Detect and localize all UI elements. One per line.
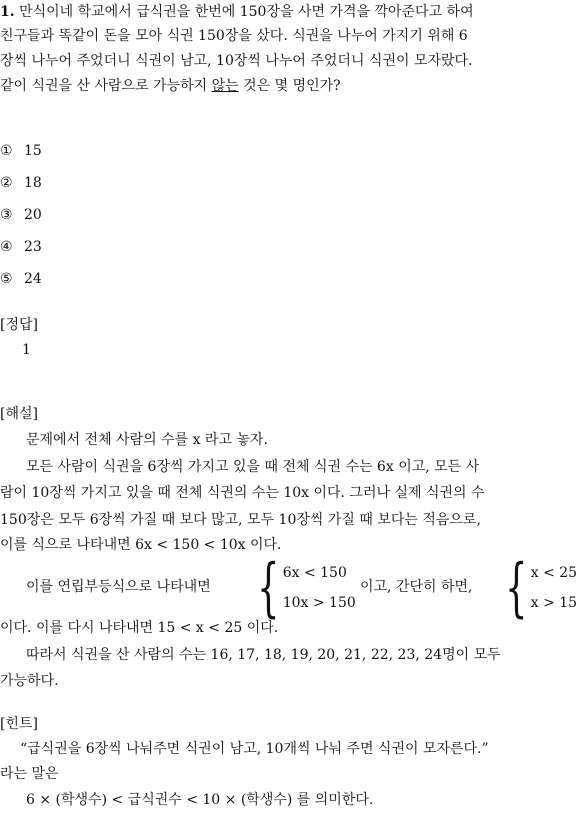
hint-line-2: 라는 말은: [0, 766, 59, 782]
explanation-line-2: 모든 사람이 식권을 6장씩 가지고 있을 때 전체 식권 수는 6x 이고, 모든 사: [26, 459, 480, 475]
choice-3[interactable]: [0, 202, 42, 228]
explanation-line-3: 람이 10장씩 가지고 있을 때 전체 식권의 수는 10x 이다. 그러나 실제 식권의 수: [0, 485, 485, 501]
choice-1[interactable]: [0, 138, 42, 164]
hint-label: [힌트]: [0, 716, 38, 732]
system-mid-text: 이고, 간단히 하면,: [360, 579, 473, 595]
explanation-line-7: 따라서 식권을 산 사람의 수는 16, 17, 18, 19, 20, 21, 22, 23, 24명이 모두: [26, 647, 501, 663]
problem-line-2: 친구들과 똑같이 돈을 모아 식권 150장을 샀다. 식권을 나누어 가지기 위해 6: [0, 28, 468, 44]
hint-line-3: 6 × (학생수) < 급식권수 < 10 × (학생수) 를 의미한다.: [26, 792, 374, 808]
choice-value: 18: [24, 175, 42, 191]
choice-value: 23: [24, 239, 42, 255]
choice-value: 20: [24, 207, 42, 223]
choice-2[interactable]: [0, 170, 42, 196]
problem-underlined-word: 않는: [211, 78, 239, 94]
choice-mark: ②: [0, 175, 13, 191]
answer-label: [정답]: [0, 317, 38, 333]
explanation-line-6: 이다. 이를 다시 나타내면 15 < x < 25 이다.: [0, 620, 279, 636]
explanation-line-4: 150장은 모두 6장씩 가질 때 보다 많고, 모두 10장씩 가질 때 보다는 적음으로,: [0, 512, 481, 528]
inequality-1a: 6x < 150: [282, 565, 347, 581]
explanation-line-5: 이를 식으로 나타내면 6x < 150 < 10x 이다.: [0, 537, 282, 553]
problem-text-1: 만식이네 학교에서 급식권을 한번에 150장을 사면 가격을 깍아준다고 하여: [19, 4, 474, 20]
explanation-label: [해설]: [0, 406, 38, 422]
inequality-system-1: [248, 551, 356, 625]
choice-mark: ④: [0, 239, 13, 255]
left-brace-icon: {: [505, 551, 528, 625]
problem-line-4: [0, 73, 341, 99]
left-brace-icon: {: [257, 551, 280, 625]
answer-value: 1: [22, 342, 31, 358]
choice-5[interactable]: [0, 266, 42, 292]
problem-text-4b: 것은 몇 명인가?: [238, 78, 341, 94]
inequality-2b: x > 15: [530, 595, 577, 611]
choice-mark: ③: [0, 207, 13, 223]
choice-mark: ⑤: [0, 271, 13, 287]
hint-line-1: “급식권을 6장씩 나눠주면 식권이 남고, 10개씩 나눠 주면 식권이 모자른다.”: [20, 741, 489, 757]
problem-text-4a: 같이 식권을 산 사람으로 가능하지: [0, 78, 212, 94]
inequality-system-2: [496, 551, 577, 625]
problem-number: 1.: [0, 4, 15, 20]
explanation-line-8: 가능하다.: [0, 673, 59, 689]
inequality-2a: x < 25: [530, 565, 577, 581]
problem-line-3: 장씩 나누어 주었더니 식권이 남고, 10장씩 나누어 주었더니 식권이 모자랐다.: [0, 53, 473, 69]
explanation-line-1: 문제에서 전체 사람의 수를 x 라고 놓자.: [26, 432, 268, 448]
inequality-1b: 10x > 150: [282, 595, 356, 611]
choice-value: 24: [24, 271, 42, 287]
choice-mark: ①: [0, 143, 13, 159]
choice-value: 15: [24, 143, 42, 159]
problem-line-1: [0, 0, 474, 25]
choice-4[interactable]: [0, 234, 42, 260]
system-intro: 이를 연립부등식으로 나타내면: [26, 579, 211, 595]
